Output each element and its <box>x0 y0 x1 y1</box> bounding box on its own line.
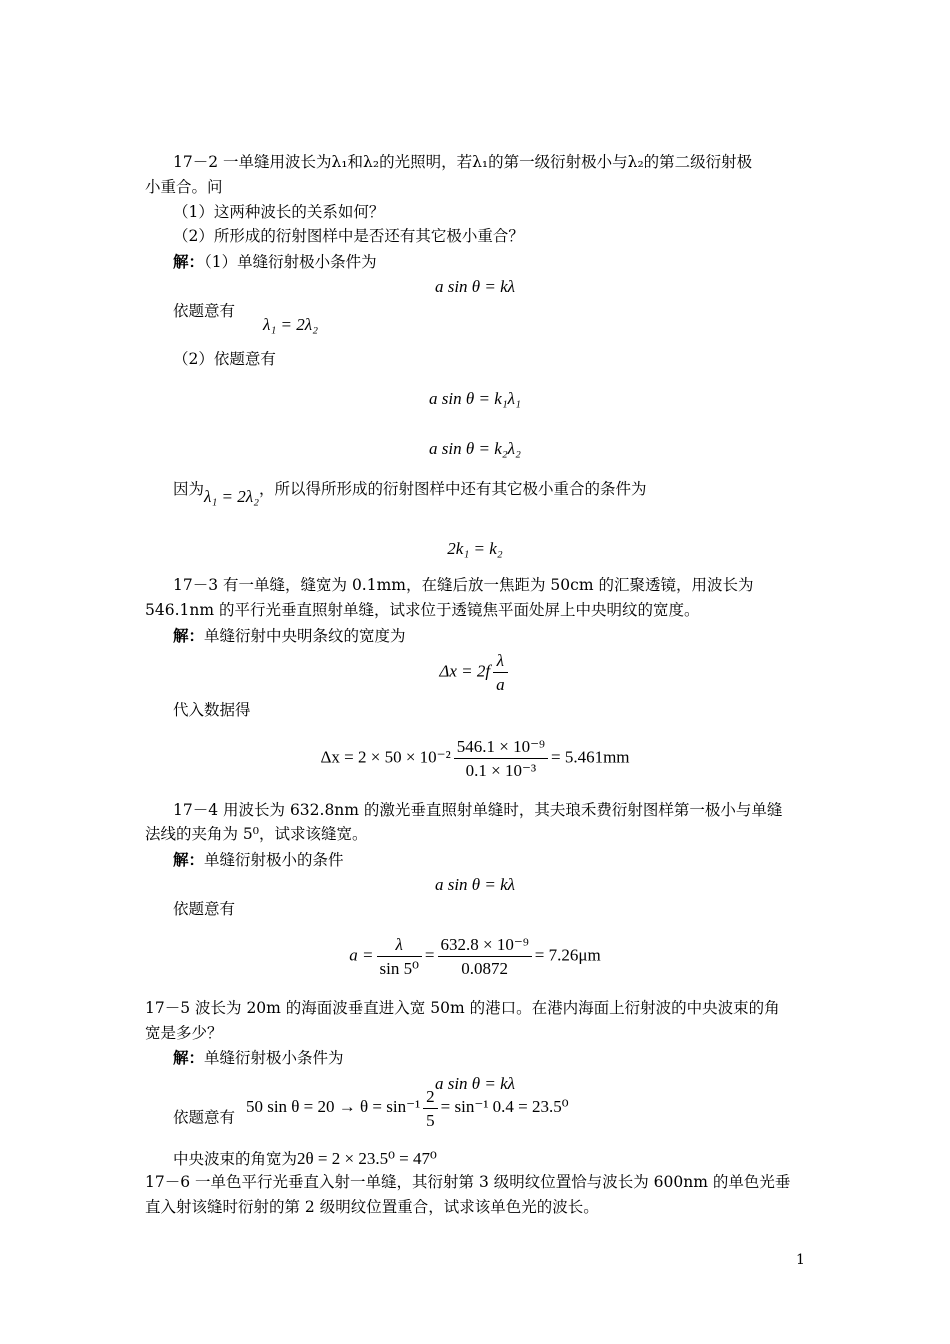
problem-17-6-line1: 17－6 一单色平行光垂直入射一单缝，其衍射第 3 级明纹位置恰与波长为 600nm 的单色光垂 <box>145 1173 791 1191</box>
problem-17-6-line2: 直入射该缝时衍射的第 2 级明纹位置重合，试求该单色光的波长。 <box>145 1198 599 1216</box>
text-because: 因为 <box>173 480 205 498</box>
equation-central-width-numeric <box>0 738 950 779</box>
equation-overlap-condition: 2k₁ = k₂ <box>447 539 503 558</box>
fraction-numerator: 2 <box>423 1088 438 1109</box>
equation-minimum-condition: a sin θ = kλ <box>434 277 516 296</box>
equation-wavelength-relation: λ₁ = 2λ₂ <box>263 315 319 334</box>
problem-17-4-solution <box>173 852 344 869</box>
problem-17-2-solution <box>173 254 377 271</box>
equation-lhs: Δx = 2f <box>439 661 491 681</box>
problem-17-5-text3: 中央波束的角宽为 <box>173 1150 298 1168</box>
fraction-denominator: 0.0872 <box>461 959 509 978</box>
solution-label: 解： <box>173 626 205 645</box>
problem-17-2-text3: （2）依题意有 <box>173 350 276 368</box>
equation-lhs: a = <box>349 945 374 965</box>
solution-label: 解： <box>173 850 205 869</box>
solution-text: 单缝衍射中央明条纹的宽度为 <box>204 627 406 645</box>
problem-17-3-line2: 546.1nm 的平行光垂直照射单缝，试求位于透镜焦平面处屏上中央明纹的宽度。 <box>145 601 700 619</box>
problem-17-2-text4 <box>173 480 647 506</box>
problem-17-5-text2: 依题意有 <box>173 1108 236 1127</box>
fraction-numerator: 546.1 × 10⁻⁹ <box>454 738 548 759</box>
text-conclusion: ，所以得所形成的衍射图样中还有其它极小重合的条件为 <box>259 480 647 498</box>
problem-17-2-text2: 依题意有 <box>173 302 236 320</box>
solution-label: 解： <box>173 252 205 271</box>
fraction-denominator: 0.1 × 10⁻³ <box>465 761 537 780</box>
equation-minimum-condition: a sin θ = kλ <box>434 1074 516 1093</box>
equation-inline-relation: λ₁ = 2λ₂ <box>204 487 260 506</box>
problem-17-3-line1: 17－3 有一单缝，缝宽为 0.1mm，在缝后放一焦距为 50cm 的汇聚透镜，用波长为 <box>173 576 754 594</box>
problem-17-5-line2: 宽是多少？ <box>145 1024 223 1042</box>
fraction-numerator: λ <box>493 652 508 673</box>
fraction-denominator: a <box>496 675 505 694</box>
equation-lhs: 50 sin θ = 20 → θ = sin⁻¹ <box>245 1097 421 1117</box>
equation-lhs: Δx = 2 × 50 × 10⁻² <box>320 747 451 767</box>
problem-17-4-text2: 依题意有 <box>173 900 236 918</box>
equation-k1: a sin θ = k₁λ₁ <box>429 389 521 408</box>
fraction-numerator: 632.8 × 10⁻⁹ <box>438 936 532 957</box>
fraction-numerator: λ <box>377 936 422 957</box>
equation-rhs: = sin⁻¹ 0.4 = 23.5⁰ <box>440 1097 569 1117</box>
equation-central-width <box>0 652 950 693</box>
equation-minimum-condition: a sin θ = kλ <box>434 875 516 894</box>
solution-text: （1）单缝衍射极小条件为 <box>204 253 377 271</box>
problem-17-5-text2-row <box>173 1087 569 1139</box>
problem-17-5-solution <box>173 1050 344 1067</box>
problem-17-3-solution <box>173 628 406 645</box>
problem-17-2-question1: （1）这两种波长的关系如何？ <box>173 203 385 221</box>
equation-slit-width <box>0 936 950 977</box>
equation-k2: a sin θ = k₂λ₂ <box>429 439 521 458</box>
problem-17-4-line1: 17－4 用波长为 632.8nm 的激光垂直照射单缝时，其夫琅禾费衍射图样第一极小与单缝 <box>173 801 783 819</box>
fraction-denominator: sin 5⁰ <box>379 959 419 978</box>
equation-rhs: = 5.461mm <box>550 747 630 767</box>
equation-angle <box>245 1087 569 1130</box>
solution-text: 单缝衍射极小的条件 <box>204 851 344 869</box>
solution-text: 单缝衍射极小条件为 <box>204 1049 344 1067</box>
solution-label: 解： <box>173 1048 205 1067</box>
problem-17-2-line1: 17－2 一单缝用波长为λ₁和λ₂的光照明，若λ₁的第一级衍射极小与λ₂的第二级衍射极 <box>173 153 753 171</box>
problem-17-3-text2: 代入数据得 <box>173 701 251 719</box>
fraction-denominator: 5 <box>426 1111 435 1130</box>
problem-17-5-line1: 17－5 波长为 20m 的海面波垂直进入宽 50m 的港口。在港内海面上衍射波的中央波束的角 <box>145 999 780 1017</box>
page-number: 1 <box>796 1252 805 1268</box>
problem-17-5-text3-row <box>173 1150 437 1168</box>
problem-17-2-line2: 小重合。问 <box>145 178 223 196</box>
problem-17-2-question2: （2）所形成的衍射图样中是否还有其它极小重合？ <box>173 227 524 245</box>
equation-angular-width: 2θ = 2 × 23.5⁰ = 47⁰ <box>297 1149 437 1168</box>
equation-rhs: = 7.26μm <box>534 945 601 965</box>
equation-equals: = <box>424 945 435 965</box>
problem-17-4-line2: 法线的夹角为 5⁰，试求该缝宽。 <box>145 825 368 843</box>
